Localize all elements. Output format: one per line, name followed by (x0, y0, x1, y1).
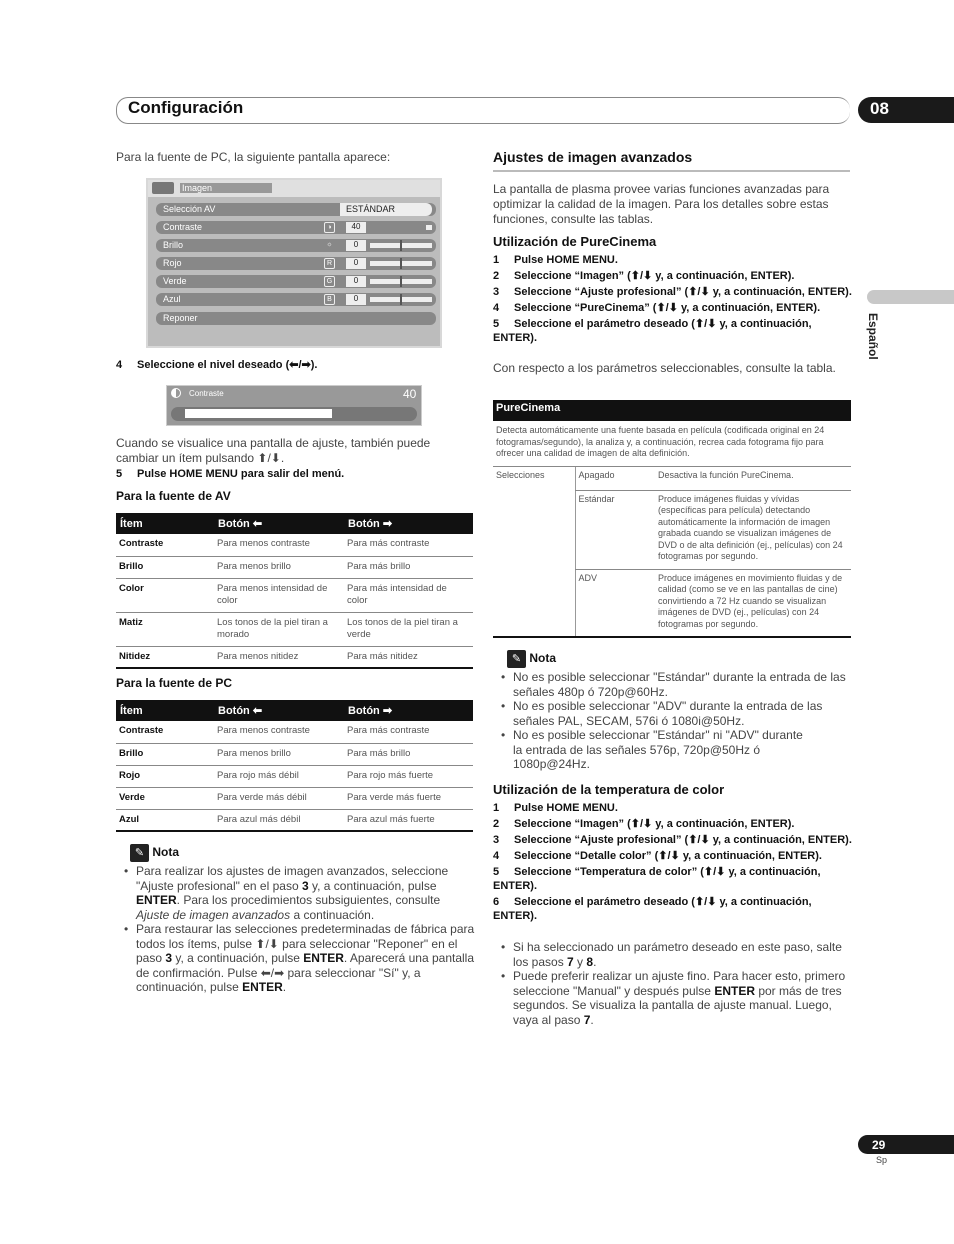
blue-icon: B (324, 294, 335, 305)
list-item: 1 Pulse HOME MENU. (493, 254, 618, 266)
list-item: • No es posible seleccionar "Estándar" ni "ADV" durante la entrada de las señales 576p, 720p@50Hz ó 1080p@24Hz. (493, 728, 853, 772)
purecinema-table (493, 400, 851, 638)
purecinema-heading: Utilización de PureCinema (493, 234, 657, 249)
table-row: Verde Para verde más débil Para verde más fuerte (116, 787, 473, 809)
list-item: • Para realizar los ajustes de imagen avanzados, seleccione "Ajuste profesional" en el paso 3 y, a continuación, pulse ENTER. Para los procedimientos subsiguientes, consulte Ajuste de imagen avanzados a continuación. (116, 864, 476, 922)
table-row: ADV Produce imágenes en movimiento fluidas y de calidad (como se ve en las pantallas de cine) convirtiendo a 72 Hz cuando se visualizan imágenes de DVD (ej., películas) con 24 fotogramas por segundo. (493, 569, 851, 637)
contrast-icon (171, 388, 181, 398)
brightness-icon: ☼ (326, 241, 333, 248)
list-item: 6 Seleccione el parámetro deseado (⬆/⬇ y, a continuación, ENTER). (493, 896, 812, 922)
section-intro: La pantalla de plasma provee varias funciones avanzadas para optimizar la calidad de la imagen. Para los detalles sobre estas funciones, consulte las tablas. (493, 182, 830, 226)
osd-row-rojo: Rojo R 0 (156, 257, 436, 270)
note-pencil-icon: ✎ (507, 650, 526, 668)
table-row: Estándar Produce imágenes fluidas y vívidas (específicas para película) detectando automáticamente la información de imagen grabada cuando se visualizan imágenes de DVD o de alta definición (ej., películas) con 24 fotogramas por segundo. (493, 490, 851, 569)
list-item: • Si ha seleccionado un parámetro deseado en este paso, salte los pasos 7 y 8. (493, 940, 853, 969)
table-row: Selecciones Apagado Desactiva la función PureCinema. (493, 466, 851, 490)
color-temp-heading: Utilización de la temperatura de color (493, 782, 725, 797)
pc-intro-text: Para la fuente de PC, la siguiente pantalla aparece: (116, 150, 391, 164)
pc-table (116, 700, 473, 832)
table-header: PureCinema (493, 400, 851, 421)
step-4: 4 Seleccione el nivel deseado (⬅/➡). (116, 359, 318, 371)
side-language-label: Español (866, 313, 880, 360)
list-item: 3 Seleccione “Ajuste profesional” (⬆/⬇ y, a continuación, ENTER). (493, 286, 852, 298)
table-row: Contraste Para menos contraste Para más contraste (116, 721, 473, 743)
page-title: Configuración (128, 98, 244, 117)
purecinema-after-text: Con respecto a los parámetros seleccionables, consulte la tabla. (493, 361, 836, 375)
table-header: Ítem Botón ⬅ Botón ➡ (116, 700, 473, 721)
contrast-icon: ◑ (324, 222, 335, 233)
table-header: Ítem Botón ⬅ Botón ➡ (116, 513, 473, 534)
list-item: 1 Pulse HOME MENU. (493, 802, 618, 814)
language-code: Sp (876, 1155, 888, 1165)
osd-image-menu (146, 178, 442, 348)
list-item: 3 Seleccione “Ajuste profesional” (⬆/⬇ y, a continuación, ENTER). (493, 834, 852, 846)
image-menu-icon (152, 182, 174, 194)
table-row: Matiz Los tonos de la piel tiran a morado Los tonos de la piel tiran a verde (116, 612, 473, 646)
page-number: 29 (858, 1135, 954, 1154)
notes-right (493, 670, 853, 772)
list-item: • Puede preferir realizar un ajuste fino. Para hacer esto, primero seleccione "Manual" y después pulse ENTER por más de tres segundos. Se visualiza la pantalla de ajuste manual. Luego, vaya al paso 7. (493, 969, 853, 1027)
green-icon: G (324, 276, 335, 287)
slider-label: Contraste (189, 389, 224, 398)
level-marker (400, 258, 402, 269)
nota-heading-right: ✎ Nota (507, 650, 556, 668)
list-item: • No es posible seleccionar "ADV" durante la entrada de las señales PAL, SECAM, 576i ó 1080i@50Hz. (493, 699, 853, 728)
color-temp-notes (493, 940, 853, 1027)
table-row: Color Para menos intensidad de color Para más intensidad de color (116, 578, 473, 612)
list-item: 4 Seleccione “PureCinema” (⬆/⬇ y, a continuación, ENTER). (493, 302, 821, 314)
osd-title: Imagen (180, 183, 272, 193)
list-item: 5 Seleccione “Temperatura de color” (⬆/⬇ y, a continuación, ENTER). (493, 866, 821, 892)
slider-fill (185, 409, 332, 418)
list-item: 4 Seleccione “Detalle color” (⬆/⬇ y, a continuación, ENTER). (493, 850, 822, 862)
list-item: • Para restaurar las selecciones predeterminadas de fábrica para todos los ítems, pulse ⬆/⬇ para seleccionar "Reponer" en el paso 3 y, a continuación, pulse ENTER. Aparecerá una pantalla de confirmación. Pulse ⬅/➡ para seleccionar "Sí" y, a continuación, pulse ENTER. (116, 922, 476, 995)
osd-row-brillo: Brillo ☼ 0 (156, 239, 436, 252)
purecinema-steps (493, 253, 853, 345)
color-temp-steps (493, 801, 853, 923)
section-rule (493, 170, 850, 172)
slider-value: 40 (403, 387, 417, 401)
table-row: Detecta automáticamente una fuente basada en película (codificada original en 24 fotogramas/segundo), la analiza y, a continuación, recrea cada fotograma fijo para ofrecer una calidad de imagen de alta definición. (493, 421, 851, 466)
table-row: Brillo Para menos brillo Para más brillo (116, 743, 473, 765)
adjust-paragraph: Cuando se visualice una pantalla de ajuste, también puede cambiar un ítem pulsando ⬆/⬇. (116, 436, 431, 465)
chapter-number: 08 (858, 97, 954, 123)
slider-track[interactable] (171, 407, 417, 421)
av-table-title: Para la fuente de AV (116, 489, 231, 503)
red-icon: R (324, 258, 335, 269)
table-row: Contraste Para menos contraste Para más contraste (116, 534, 473, 556)
pc-table-title: Para la fuente de PC (116, 676, 233, 690)
table-row: Nitidez Para menos nitidez Para más nitidez (116, 646, 473, 668)
table-row: Brillo Para menos brillo Para más brillo (116, 556, 473, 578)
table-row: Rojo Para rojo más débil Para rojo más fuerte (116, 765, 473, 787)
list-item: • No es posible seleccionar "Estándar" durante la entrada de las señales 480p ó 720p@60Hz. (493, 670, 853, 699)
contrast-slider-panel (166, 385, 422, 426)
av-table (116, 513, 473, 669)
osd-row-contraste: Contraste ◑ 40 (156, 221, 436, 234)
osd-row-azul: Azul B 0 (156, 293, 436, 306)
step-5: 5 Pulse HOME MENU para salir del menú. (116, 468, 345, 480)
level-fill (370, 225, 426, 230)
list-item: 2 Seleccione “Imagen” (⬆/⬇ y, a continuación, ENTER). (493, 818, 795, 830)
osd-row-verde: Verde G 0 (156, 275, 436, 288)
osd-row-seleccion-av: Selección AV ESTÁNDAR (156, 203, 436, 216)
section-title: Ajustes de imagen avanzados (493, 149, 693, 165)
list-item: 5 Seleccione el parámetro deseado (⬆/⬇ y, a continuación, ENTER). (493, 318, 812, 344)
list-item: 2 Seleccione “Imagen” (⬆/⬇ y, a continuación, ENTER). (493, 270, 795, 282)
level-marker (400, 276, 402, 287)
level-marker (400, 240, 402, 251)
nota-heading-left: ✎ Nota (130, 844, 179, 862)
side-tab (867, 290, 954, 304)
note-pencil-icon: ✎ (130, 844, 149, 862)
level-marker (400, 294, 402, 305)
osd-row-reponer: Reponer (156, 312, 436, 325)
table-row: Azul Para azul más débil Para azul más fuerte (116, 809, 473, 831)
notes-left (116, 864, 476, 995)
